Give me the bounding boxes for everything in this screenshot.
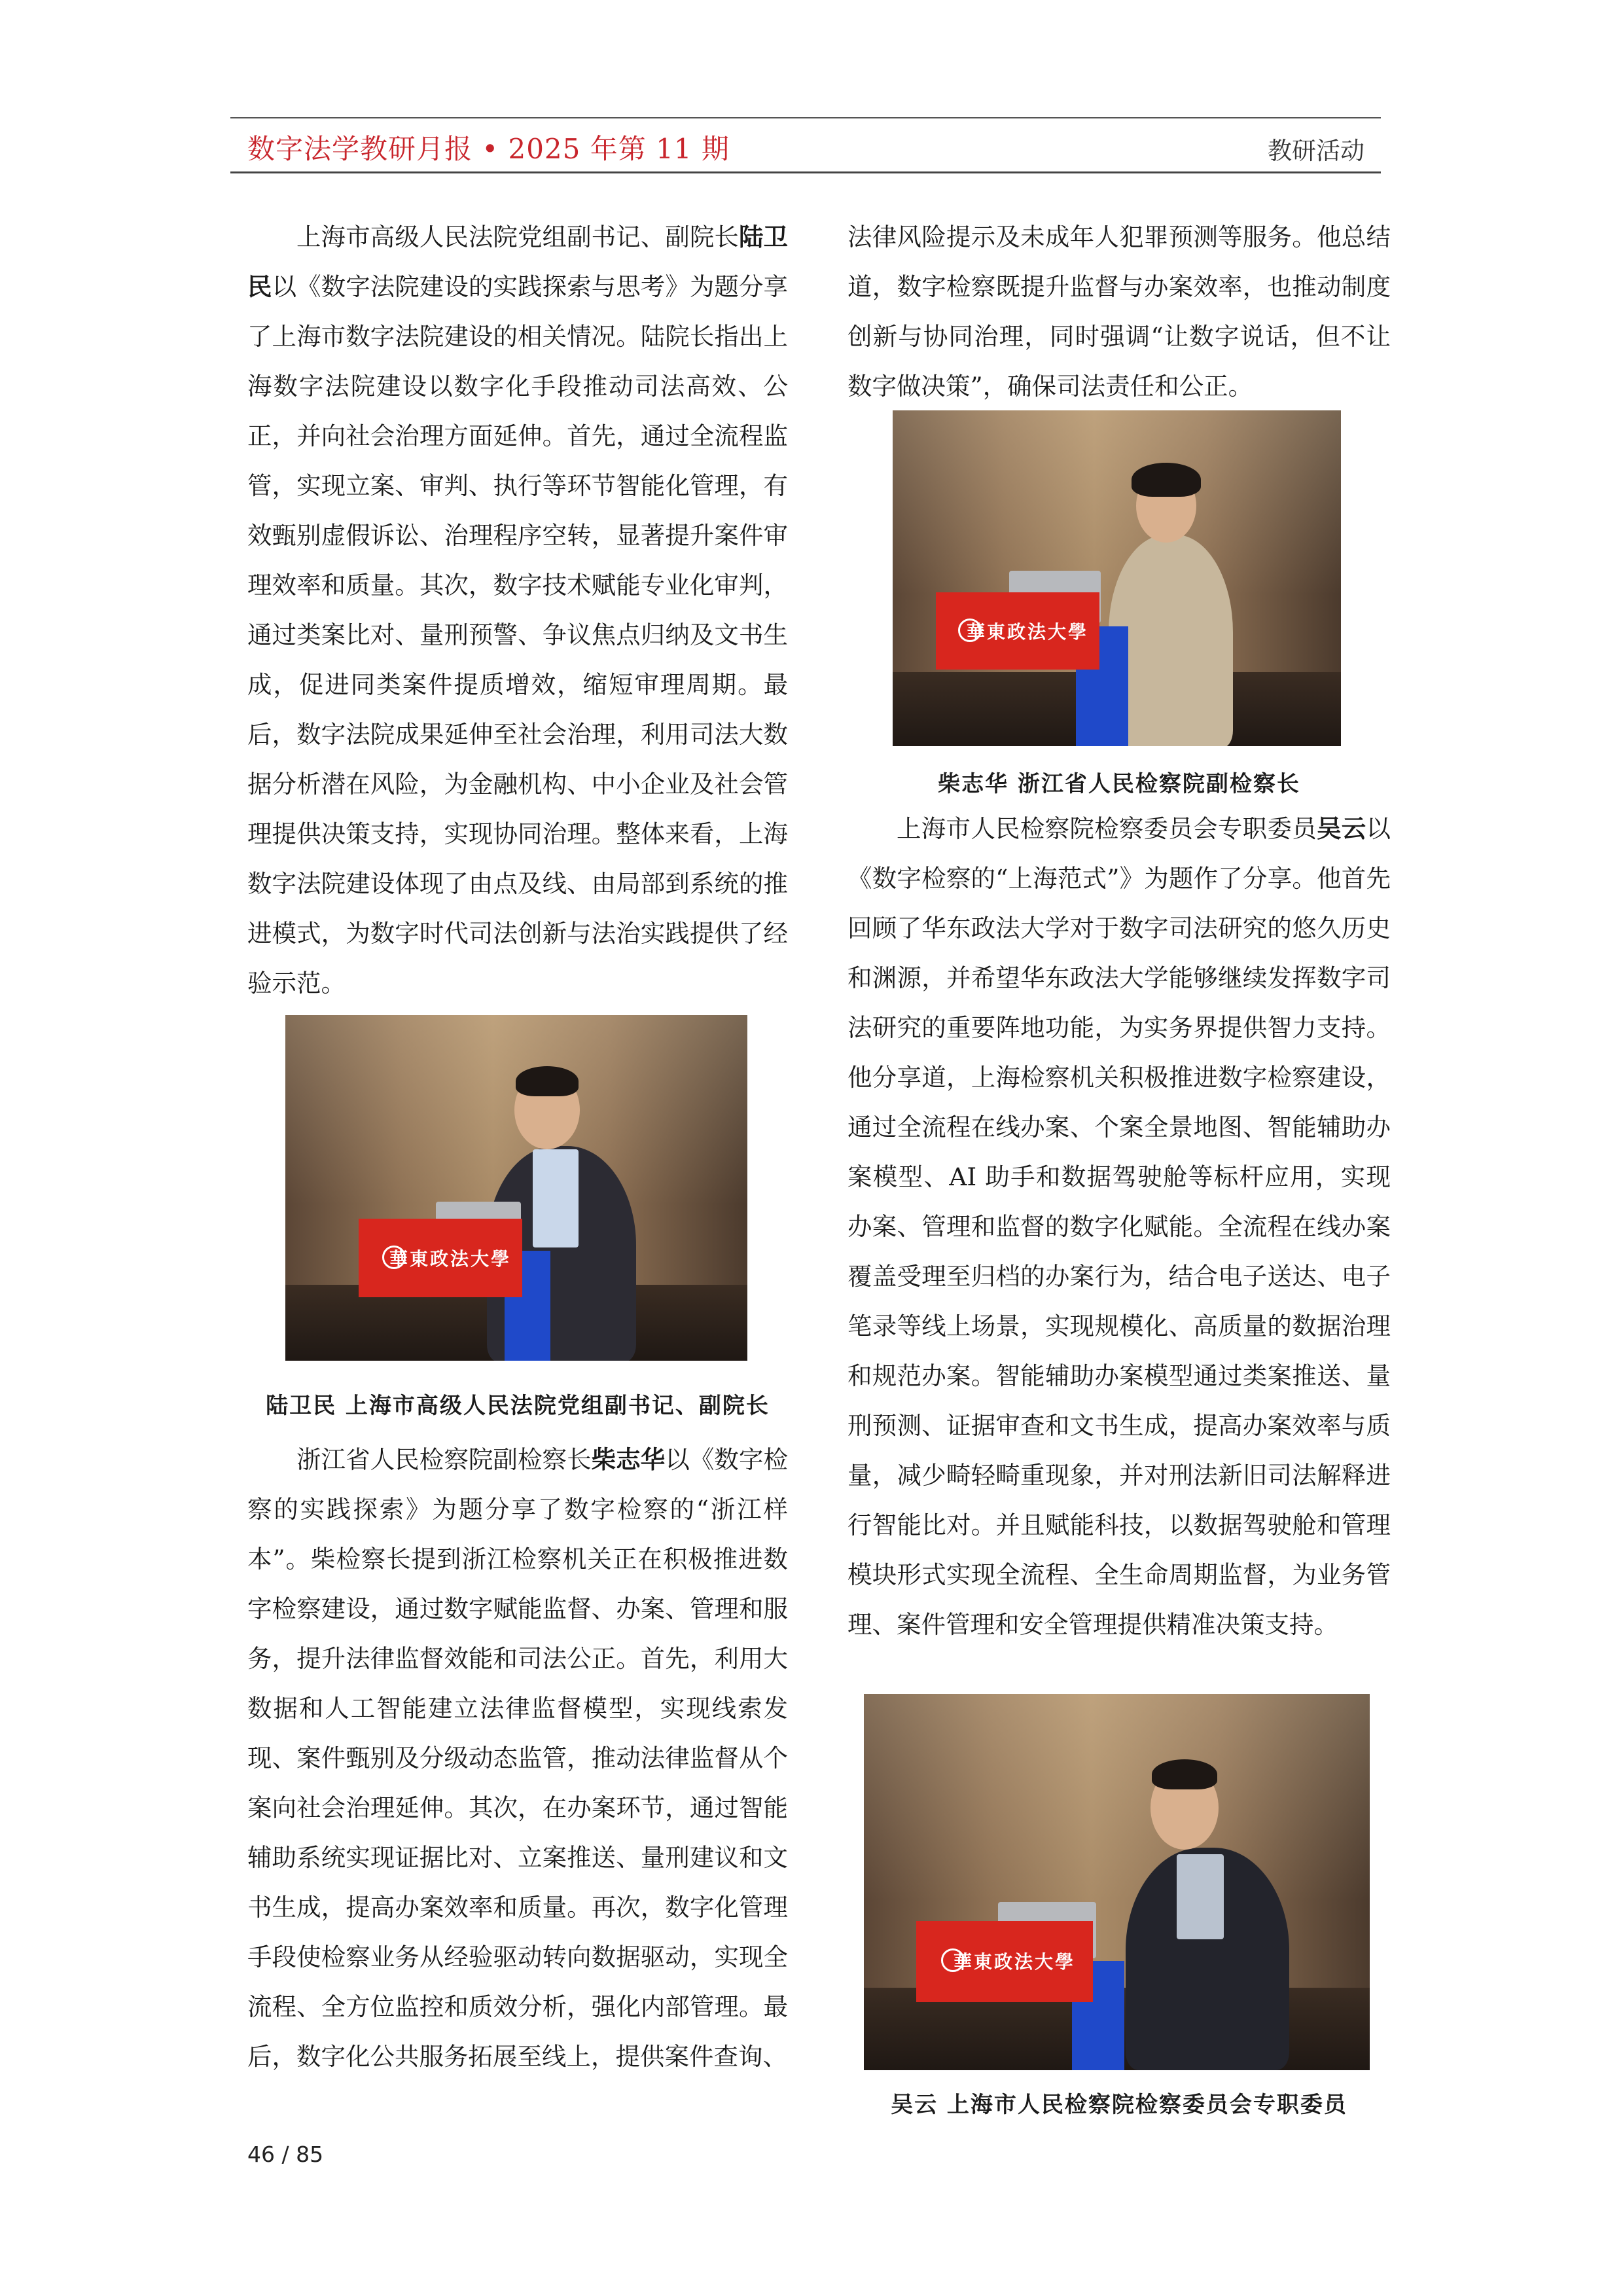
caption-chai-zhihua: 柴志华 浙江省人民检察院副检察长 [938,771,1300,797]
paragraph-lu-weimin: 上海市高级人民法院党组副书记、副院长陆卫民以《数字法院建设的实践探索与思考》为题分享了上海市数字法院建设的相关情况。陆院长指出上海数字法院建设以数字化手段推动司法高效、公正，并向社会治理方面延伸。首先，通过全流程监管，实现立案、审判、执行等环节智能化管理，有效甄别虚假诉讼、治理程序空转，显著提升案件审理效率和质量。其次，数字技术赋能专业化审判，通过类案比对、量刑预警、争议焦点归纳及文书生成，促进同类案件提质增效，缩短审理周期。最后，数字法院成果延伸至社会治理，利用司法大数据分析潜在风险，为金融机构、中小企业及社会管理提供决策支持，实现协同治理。整体来看，上海数字法院建设体现了由点及线、由局部到系统的推进模式，为数字时代司法创新与法治实践提供了经验示范。 [247,223,789,997]
paragraph-wu-yun: 上海市人民检察院检察委员会专职委员吴云以《数字检察的“上海范式”》为题作了分享。他首先回顾了华东政法大学对于数字司法研究的悠久历史和渊源，并希望华东政法大学能够继续发挥数字司法研究的重要阵地功能，为实务界提供智力支持。他分享道，上海检察机关积极推进数字检察建设，通过全流程在线办案、个案全景地图、智能辅助办案模型、AI 助手和数据驾驶舱等标杆应用，实现办案、管理和监督的数字化赋能。全流程在线办案覆盖受理至归档的办案行为，结合电子送达、电子笔录等线上场景，实现规模化、高质量的数据治理和规范办案。智能辅助办案模型通过类案推送、量刑预测、证据审查和文书生成，提高办案效率与质量，减少畸轻畸重现象，并对刑法新旧司法解释进行智能比对。并且赋能科技，以数据驾驶舱和管理模块形式实现全流程、全生命周期监督，为业务管理、案件管理和安全管理提供精准决策支持。 [847,814,1391,1639]
caption-wu-yun: 吴云 上海市人民检察院检察委员会专职委员 [891,2092,1347,2118]
podium-sign: 華東政法大學 [916,1921,1093,2002]
photo-chai-zhihua [893,410,1341,746]
right-column [847,212,1391,411]
speaker-name: 柴志华 [591,1445,666,1474]
right-column-lower [847,804,1391,1649]
header-top-rule [230,117,1381,118]
podium-sign: 華東政法大學 [936,592,1099,670]
left-column [247,212,788,1008]
paragraph-chai-zhihua: 浙江省人民检察院副检察长柴志华以《数字检察的实践探索》为题分享了数字检察的“浙江样本”。柴检察长提到浙江检察机关正在积极推进数字检察建设，通过数字赋能监督、办案、管理和服务，提升法律监督效能和司法公正。首先，利用大数据和人工智能建立法律监督模型，实现线索发现、案件甄别及分级动态监管，推动法律监督从个案向社会治理延伸。其次，在办案环节，通过智能辅助系统实现证据比对、立案推送、量刑建议和文书生成，提高办案效率和质量。再次，数字化管理手段使检察业务从经验驱动转向数据驱动，实现全流程、全方位监控和质效分析，强化内部管理。最后，数字化公共服务拓展至线上，提供案件查询、 [247,1445,789,2071]
left-column-lower [247,1435,788,2081]
page-number: 46 / 85 [247,2142,324,2167]
paragraph-chai-zhihua-cont: 法律风险提示及未成年人犯罪预测等服务。他总结道，数字检察既提升监督与办案效率，也推动制度创新与协同治理，同时强调“让数字说话，但不让数字做决策”，确保司法责任和公正。 [847,223,1391,401]
speaker-name: 吴云 [1316,814,1366,843]
photo-wu-yun [864,1694,1370,2070]
section-label: 教研活动 [1268,137,1364,165]
speaker-name: 陆卫民 [247,223,789,301]
header-bottom-rule [230,171,1381,173]
photo-lu-weimin [285,1015,747,1361]
journal-title: 数字法学教研月报 • 2025 年第 11 期 [247,133,730,165]
podium-sign: 華東政法大學 [359,1219,522,1297]
caption-lu-weimin: 陆卫民 上海市高级人民法院党组副书记、副院长 [266,1393,770,1419]
